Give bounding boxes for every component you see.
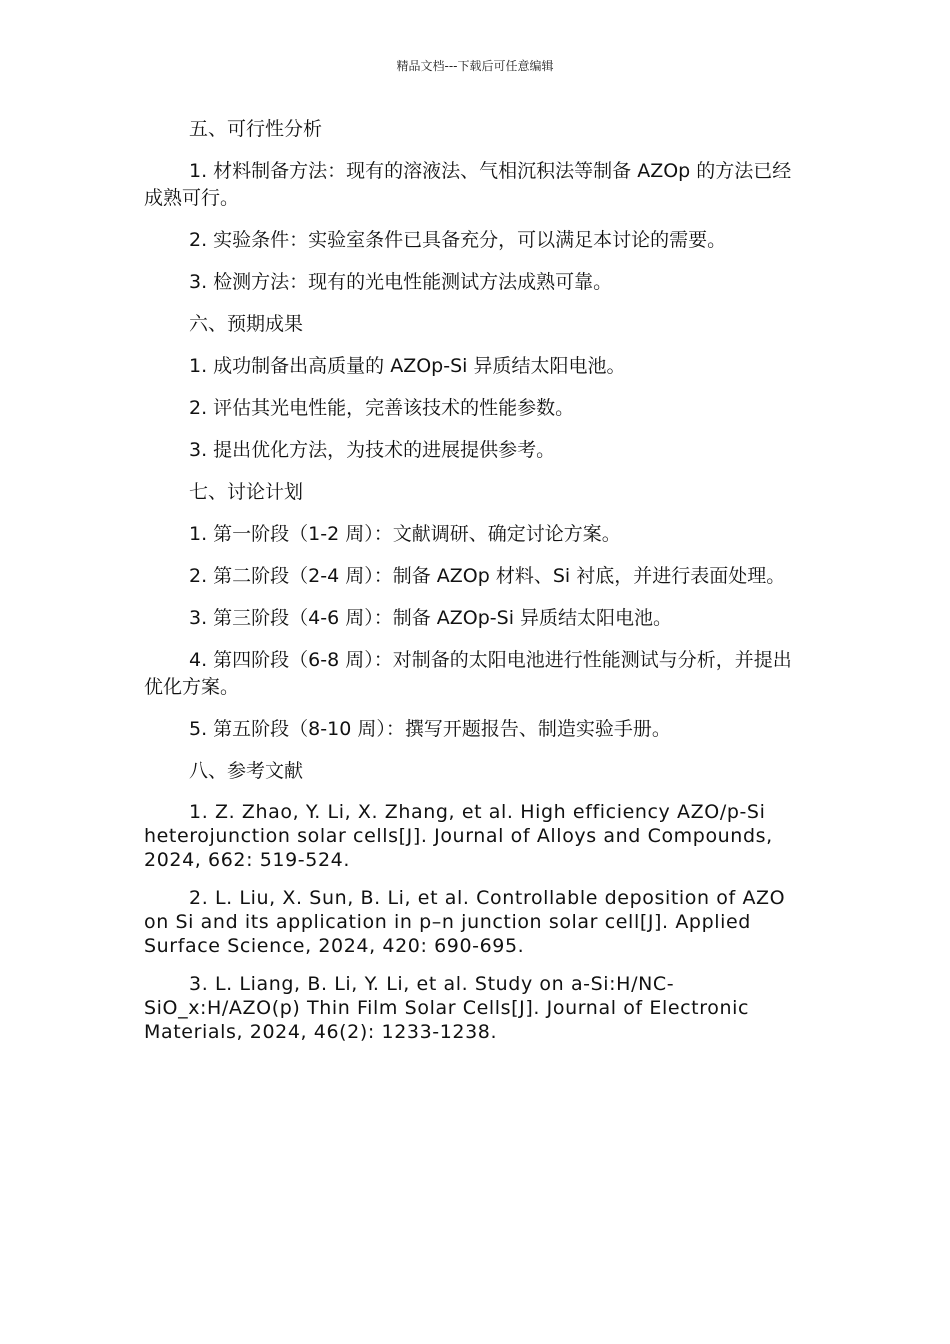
plan-item: 1. 第一阶段（1-2 周）：文献调研、确定讨论方案。 (189, 523, 621, 545)
expected-result-item: 3. 提出优化方法，为技术的进展提供参考。 (189, 439, 556, 461)
feasibility-item: 2. 实验条件：实验室条件已具备充分，可以满足本讨论的需要。 (189, 229, 727, 251)
expected-result-item: 1. 成功制备出高质量的 AZOp-Si 异质结太阳电池。 (189, 355, 626, 377)
plan-item: 2. 第二阶段（2-4 周）：制备 AZOp 材料、Si 衬底，并进行表面处理。 (189, 565, 786, 587)
section-heading-plan: 七、讨论计划 (189, 481, 304, 503)
section-heading-expected-results: 六、预期成果 (189, 313, 304, 335)
plan-item: 5. 第五阶段（8-10 周）：撰写开题报告、制造实验手册。 (189, 718, 671, 740)
page-header: 精品文档---下载后可任意编辑 (396, 59, 554, 73)
reference-item: 2. L. Liu, X. Sun, B. Li, et al. Controllable deposition of AZO on Si and its application in p–n junction solar cell[J]. Applied Surface Science, 2024, 420: 690-695. (144, 887, 786, 957)
feasibility-item: 1. 材料制备方法：现有的溶液法、气相沉积法等制备 AZOp 的方法已经成熟可行。 (144, 160, 792, 209)
expected-result-item: 2. 评估其光电性能，完善该技术的性能参数。 (189, 397, 575, 419)
reference-item: 1. Z. Zhao, Y. Li, X. Zhang, et al. High efficiency AZO/p-Si heterojunction solar cells[J]. Journal of Alloys and Compounds, 2024, 662: 519-524. (144, 801, 773, 871)
document-body (144, 116, 804, 1058)
reference-item: 3. L. Liang, B. Li, Y. Li, et al. Study on a-Si:H/NC-SiO_x:H/AZO(p) Thin Film Solar Cells[J]. Journal of Electronic Materials, 2024, 46(2): 1233-1238. (144, 973, 750, 1043)
plan-item: 4. 第四阶段（6-8 周）：对制备的太阳电池进行性能测试与分析，并提出优化方案。 (144, 649, 792, 698)
feasibility-item: 3. 检测方法：现有的光电性能测试方法成熟可靠。 (189, 271, 613, 293)
plan-item: 3. 第三阶段（4-6 周）：制备 AZOp-Si 异质结太阳电池。 (189, 607, 673, 629)
section-heading-feasibility: 五、可行性分析 (189, 118, 323, 140)
section-heading-references: 八、参考文献 (189, 760, 304, 782)
